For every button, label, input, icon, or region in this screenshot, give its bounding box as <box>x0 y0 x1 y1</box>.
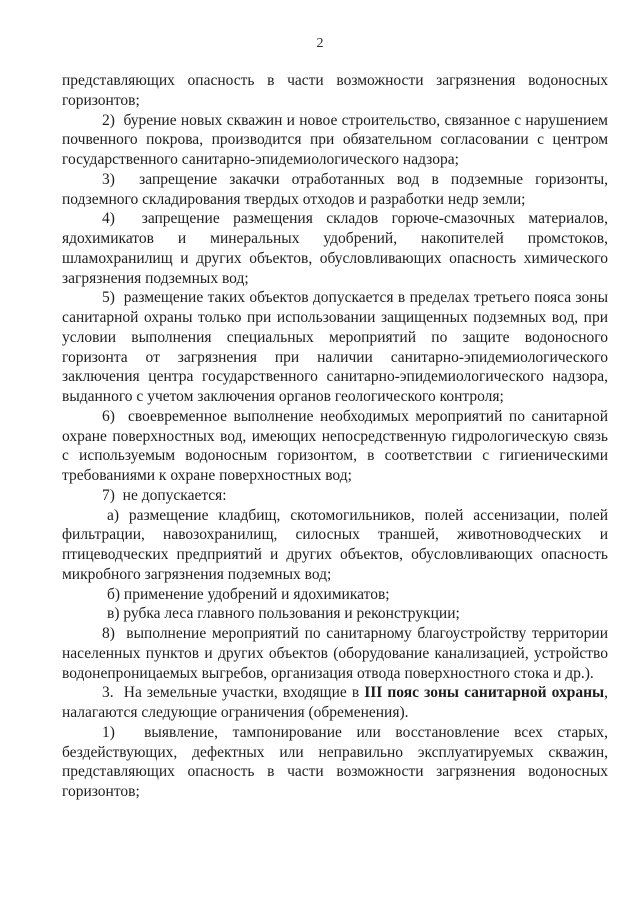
bold-text-run: III пояс зоны санитарной охраны <box>364 684 605 702</box>
text-run: в) рубка леса главного пользования и реконструкции; <box>107 605 460 623</box>
text-run: 5) размещение таких объектов допускается в пределах третьего пояса зоны санитарной охраны только при использовании защищенных подземных вод, при условии выполнения специальных мероприятий по защите водоносного горизонта от загрязнения при наличии санитарно-эпидемиологического заключения центра государственного санитарно-эпидемиологического надзора, выданного с учетом заключения органов геологического контроля; <box>62 289 608 405</box>
paragraph <box>62 111 608 170</box>
paragraph <box>62 170 608 210</box>
text-run: 4) запрещение размещения складов горюче-смазочных материалов, ядохимикатов и минеральных удобрений, накопителей промстоков, шламохранилищ и других объектов, обусловливающих опасность химического загрязнения подземных вод; <box>62 210 608 287</box>
text-run: 6) своевременное выполнение необходимых мероприятий по санитарной охране поверхностных вод, имеющих непосредственную гидрологическую связь с используемым водоносным горизонтом, в соответствии с гигиеническими требованиями к охране поверхностных вод; <box>62 407 608 484</box>
paragraph <box>62 288 608 407</box>
paragraph <box>62 723 608 802</box>
paragraph <box>62 585 608 605</box>
text-run: 3. На земельные участки, входящие в <box>102 684 365 702</box>
text-run: 2) бурение новых скважин и новое строительство, связанное с нарушением почвенного покрова, производится при обязательном согласовании с центром государственного санитарно-эпидемиологического надзора; <box>62 111 608 168</box>
document-body <box>62 71 608 802</box>
text-run: б) применение удобрений и ядохимикатов; <box>107 585 390 603</box>
text-run: 3) запрещение закачки отработанных вод в подземные горизонты, подземного складирования твердых отходов и разработки недр земли; <box>62 170 608 208</box>
text-run: 1) выявление, тампонирование или восстановление всех старых, бездействующих, дефектных или неправильно эксплуатируемых скважин, представляющих опасность в части возможности загрязнения водоносных горизонтов; <box>62 723 608 800</box>
paragraph <box>62 486 608 506</box>
paragraph <box>62 604 608 624</box>
text-run: а) размещение кладбищ, скотомогильников, полей ассенизации, полей фильтрации, навозохранилищ, силосных траншей, животноводческих и птицеводческих предприятий и других объектов, обусловливающих опасность микробного загрязнения подземных вод; <box>62 506 608 583</box>
paragraph <box>62 209 608 288</box>
page-number: 2 <box>316 36 324 51</box>
text-run: представляющих опасность в части возможности загрязнения водоносных горизонтов; <box>62 72 608 109</box>
text-run: 7) не допускается: <box>102 486 227 504</box>
text-run: 8) выполнение мероприятий по санитарному благоустройству территории населенных пунктов и других объектов (оборудование канализацией, устройство водонепроницаемых выгребов, организация отвода поверхностного стока и др.). <box>62 625 608 682</box>
paragraph <box>62 624 608 683</box>
paragraph <box>62 407 608 486</box>
text-run: , налагаются следующие ограничения (обременения). <box>62 684 608 721</box>
paragraph <box>62 683 608 723</box>
paragraph <box>62 71 608 111</box>
paragraph <box>62 506 608 585</box>
